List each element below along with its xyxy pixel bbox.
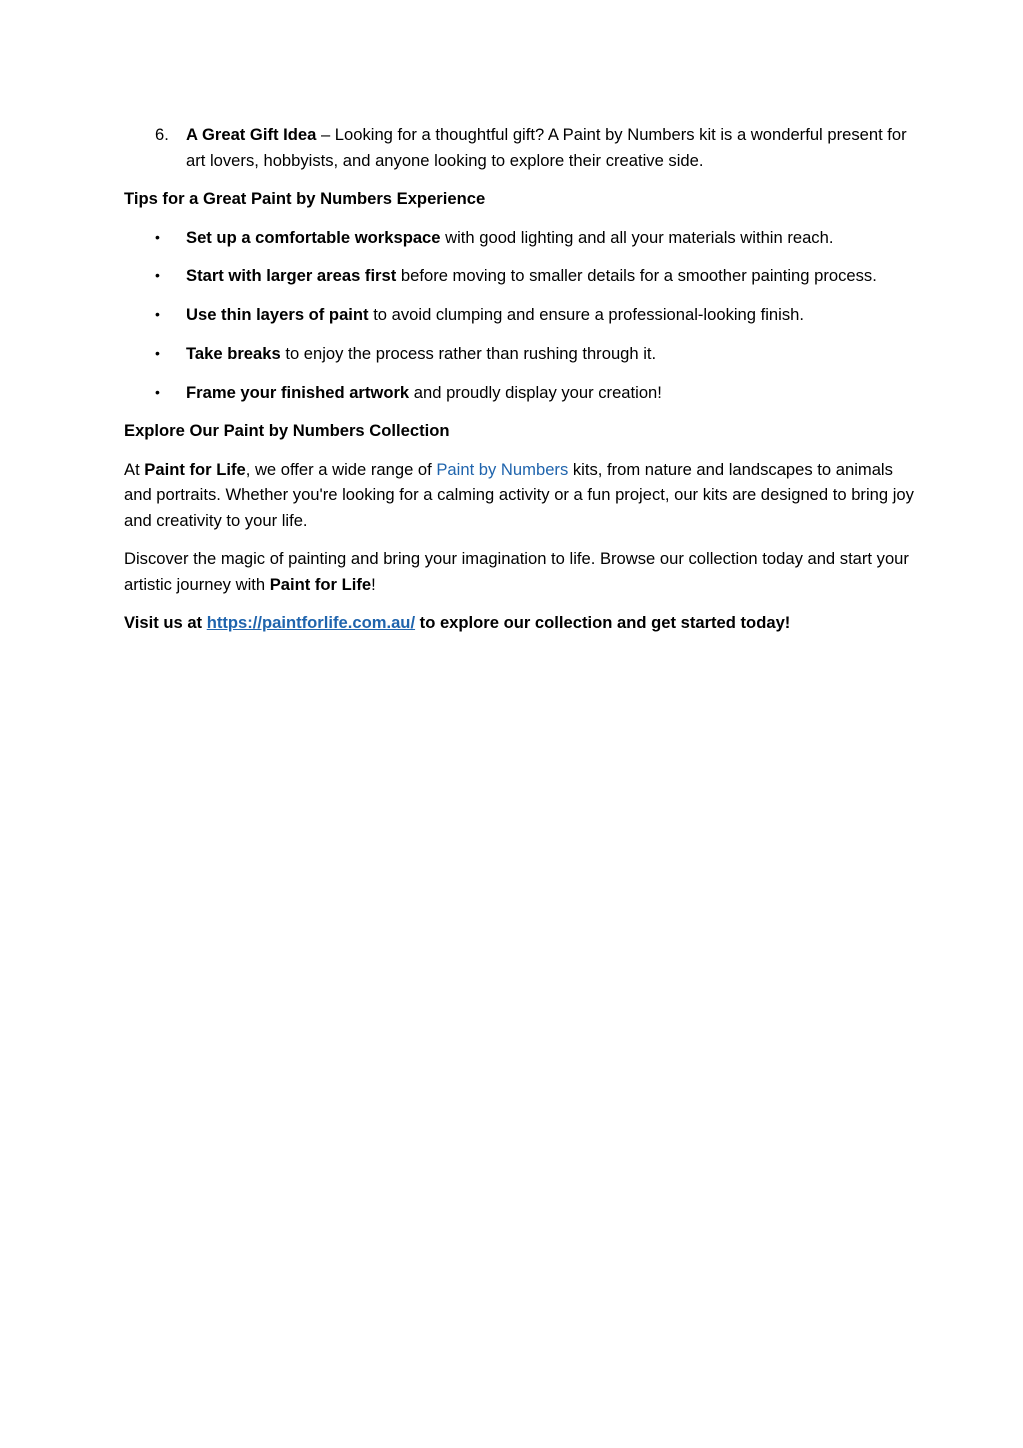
tip-bold: Take breaks <box>186 343 281 363</box>
tip-text: and proudly display your creation! <box>409 382 662 402</box>
list-number: 6. <box>155 125 169 144</box>
tip-text: with good lighting and all your materials within reach. <box>440 227 834 247</box>
tip-text: to enjoy the process rather than rushing through it. <box>280 343 657 363</box>
tip-bold: Start with larger areas first <box>186 266 397 286</box>
collection-paragraph <box>124 457 914 534</box>
list-item-title: A Great Gift Idea <box>186 125 317 144</box>
discover-paragraph <box>124 546 914 597</box>
tips-list-item <box>124 341 914 367</box>
cta-paragraph <box>124 610 914 636</box>
tip-bold: Set up a comfortable workspace <box>186 227 441 247</box>
tips-list-item <box>124 263 914 289</box>
tips-heading: Tips for a Great Paint by Numbers Experience <box>124 189 486 208</box>
para-text: At <box>124 459 145 479</box>
bullet-icon: • <box>155 228 160 245</box>
list-item-text: – Looking for a thoughtful gift? A Paint by Numbers kit is a wonderful present for art lovers, hobbyists, and anyone looking to explore their creative side. <box>186 125 907 170</box>
collection-heading: Explore Our Paint by Numbers Collection <box>124 421 450 441</box>
numbered-list-item <box>124 122 914 173</box>
para-text: , we offer a wide range of <box>245 459 437 479</box>
bullet-icon: • <box>155 383 160 400</box>
para-text: Discover the magic of painting and bring your imagination to life. Browse our collection today and start your artistic journey with <box>124 549 909 594</box>
cta-text: Visit us at <box>124 613 207 633</box>
tip-text: before moving to smaller details for a smoother painting process. <box>396 266 877 286</box>
tip-text: to avoid clumping and ensure a professional-looking finish. <box>368 305 804 325</box>
tips-list-item <box>124 302 914 328</box>
bullet-icon: • <box>155 306 160 323</box>
tip-bold: Use thin layers of paint <box>186 305 369 325</box>
tips-list-item <box>124 380 914 406</box>
cta-text: to explore our collection and get started today! <box>415 613 791 633</box>
website-link[interactable]: https://paintforlife.com.au/ <box>206 613 416 633</box>
brand-name: Paint for Life <box>144 459 246 479</box>
para-text: ! <box>371 574 376 594</box>
tips-list-item <box>124 225 914 251</box>
tip-bold: Frame your finished artwork <box>186 382 410 402</box>
bullet-icon: • <box>155 344 160 361</box>
brand-name: Paint for Life <box>269 574 372 594</box>
document-content <box>124 122 914 649</box>
tips-list <box>124 225 914 406</box>
bullet-icon: • <box>155 267 160 284</box>
para-text: kits, from nature and landscapes to animals and portraits. Whether you're looking for a calming activity or a fun project, our kits are designed to bring joy and creativity to your life. <box>124 459 914 530</box>
paint-by-numbers-link[interactable]: Paint by Numbers <box>436 459 569 479</box>
